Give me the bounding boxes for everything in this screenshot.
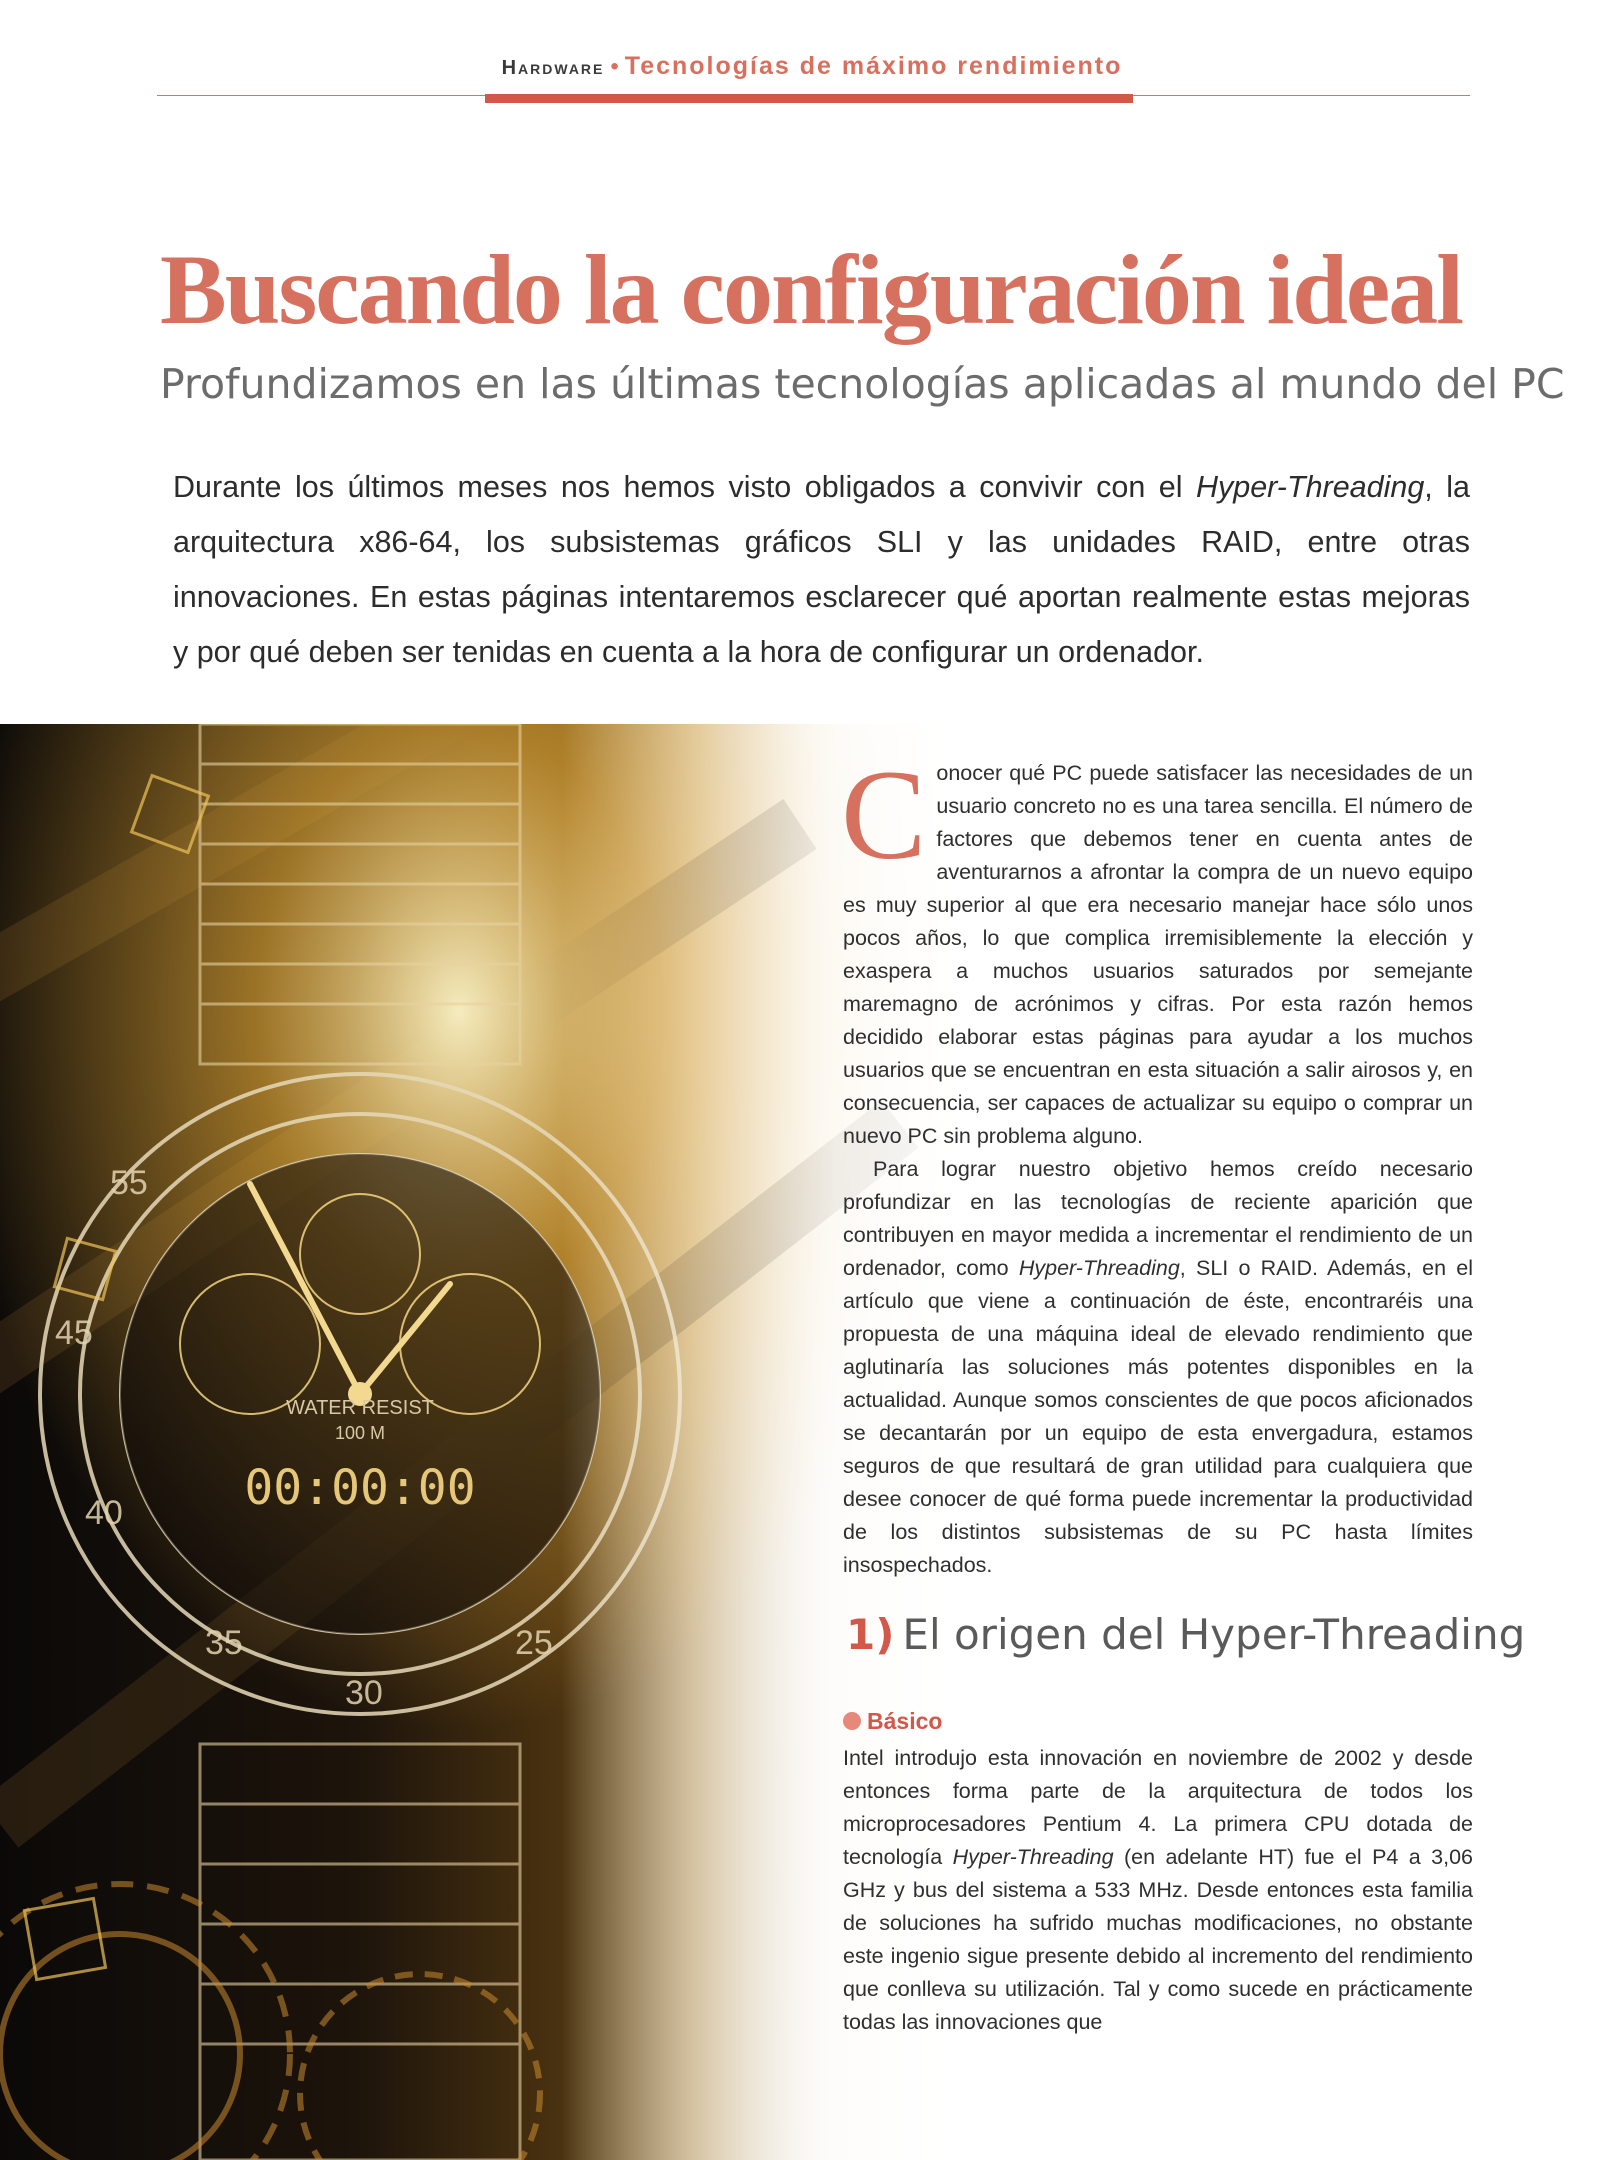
intro-column xyxy=(841,744,1473,1582)
separator-dot: • xyxy=(610,53,619,80)
level-bullet-icon xyxy=(843,1712,861,1730)
lead-paragraph: Durante los últimos meses nos hemos visto obligados a convivir con el Hyper-Threading, la arquitectura x86-64, los subsistemas gráficos SLI y las unidades RAID, entre otras innovaciones. En estas páginas intentaremos esclarecer qué aportan realmente estas mejoras y por qué deben ser tenidas en cuenta a la hora de configurar un ordenador. xyxy=(173,470,1470,669)
section-heading: 1) El origen del Hyper-Threading xyxy=(846,1610,1526,1659)
article-title: Buscando la configuración ideal xyxy=(160,234,1463,345)
section-label: Hardware xyxy=(501,57,605,79)
drop-cap: C xyxy=(841,744,927,886)
section-topic: Tecnologías de máximo rendimiento xyxy=(624,52,1123,80)
section-1-column xyxy=(843,1742,1473,2039)
running-header xyxy=(0,52,1624,81)
header-accent-bar xyxy=(485,94,1133,103)
difficulty-label: Básico xyxy=(843,1708,942,1735)
intro-paragraph-1: Conocer qué PC puede satisfacer las necesidades de un usuario concreto no es una tarea sencilla. El número de factores que debemos tener en cuenta antes de aventurarnos a afrontar la compra de un nuevo equipo es muy superior al que era necesario manejar hace sólo unos pocos años, lo que complica irremisiblemente la elección y exaspera a muchos usuarios saturados por semejante maremagno de acrónimos y cifras. Por esta razón hemos decidido elaborar estas páginas para ayudar a los muchos usuarios que se encuentran en esta situación a salir airosos y, en consecuencia, ser capaces de actualizar su equipo o comprar un nuevo PC sin problema alguno. xyxy=(841,744,1473,1148)
section-1-paragraph: Intel introdujo esta innovación en noviembre de 2002 y desde entonces forma parte de la arquitectura de todos los microprocesadores Pentium 4. La primera CPU dotada de tecnología Hyper-Threading (en adelante HT) fue el P4 a 3,06 GHz y bus del sistema a 533 MHz. Desde entonces esta familia de soluciones ha sufrido muchas modificaciones, no obstante este ingenio sigue presente debido al incremento del rendimiento que conlleva su utilización. Tal y como sucede en prácticamente todas las innovaciones que xyxy=(843,1746,1473,2034)
intro-paragraph-2: Para lograr nuestro objetivo hemos creído necesario profundizar en las tecnologías de reciente aparición que contribuyen en mayor medida a incrementar el rendimiento de un ordenador, como Hyper-Threading, SLI o RAID. Además, en el artículo que viene a continuación de éste, encontraréis una propuesta de una máquina ideal de elevado rendimiento que aglutinaría las soluciones más potentes disponibles en la actualidad. Aunque somos conscientes de que pocos aficionados se decantarán por un equipo de esta envergadura, estamos seguros de que resultará de gran utilidad para cualquiera que desee conocer de qué forma puede incrementar la productividad de los distintos subsistemas de su PC hasta límites insospechados. xyxy=(843,1157,1473,1577)
article-subtitle: Profundizamos en las últimas tecnologías aplicadas al mundo del PC xyxy=(160,360,1565,408)
section-number: 1) xyxy=(846,1610,895,1659)
